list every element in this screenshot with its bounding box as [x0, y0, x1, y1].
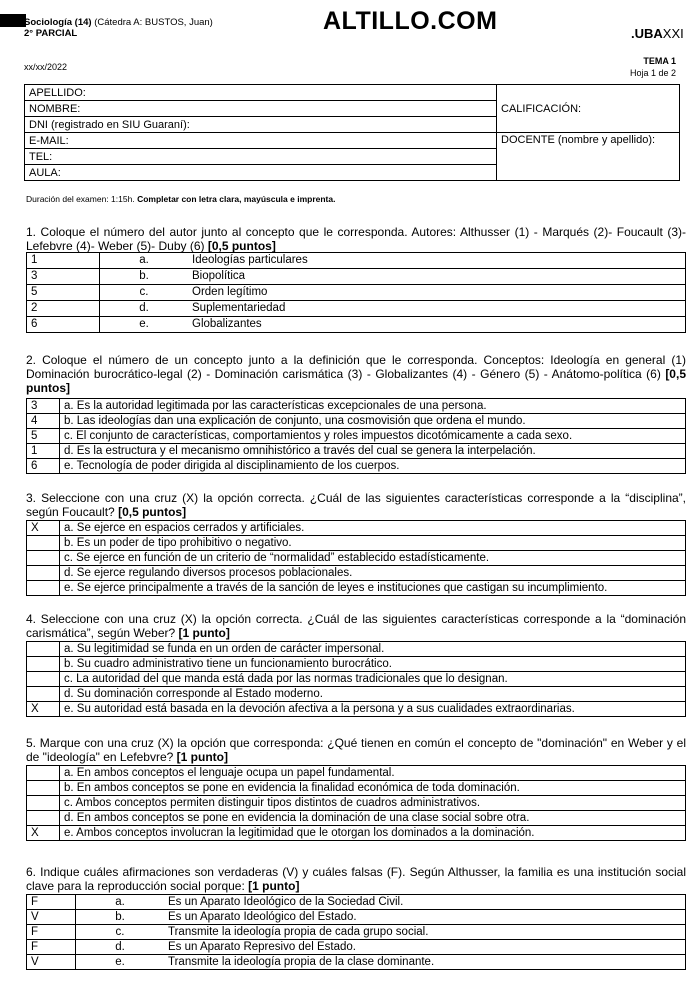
question-2-text: 2. Coloque el número de un concepto junto a la definición que le corresponda. Conceptos: Ideología en general (1) Dominación burocrático-legal (2) - Dominación carismática (3) - Globalizantes (4) - Género (5) - Anátomo-política (6): [26, 353, 686, 381]
table-row: [27, 910, 686, 925]
table-row: [27, 657, 686, 672]
answer-cell[interactable]: 1: [27, 444, 60, 459]
exam-type: 2° PARCIAL: [24, 28, 78, 39]
option-text: d. Es la estructura y el mecanismo omnihistórico a través del cual se genera la interpelación.: [60, 444, 686, 459]
table-row: [27, 811, 686, 826]
answer-cell[interactable]: [27, 796, 60, 811]
answer-cell[interactable]: 5: [27, 285, 100, 301]
aula-field[interactable]: AULA:: [25, 165, 497, 181]
tel-field[interactable]: TEL:: [25, 149, 497, 165]
table-row: [27, 551, 686, 566]
answer-cell[interactable]: F: [27, 895, 76, 910]
question-5-table: [26, 765, 686, 841]
answer-cell[interactable]: X: [27, 826, 60, 841]
table-row: [27, 317, 686, 333]
table-row: [27, 536, 686, 551]
table-row: [27, 925, 686, 940]
option-text: Globalizantes: [188, 317, 686, 333]
question-1-table: [26, 252, 686, 333]
option-text: a. En ambos conceptos el lenguaje ocupa un papel fundamental.: [60, 766, 686, 781]
option-letter: a.: [100, 253, 189, 269]
option-text: c. Se ejerce en función de un criterio de “normalidad” establecido estadísticamente.: [60, 551, 686, 566]
question-1: [26, 225, 686, 253]
option-text: b. En ambos conceptos se pone en evidencia la finalidad económica de toda dominación.: [60, 781, 686, 796]
exam-subject: [24, 17, 213, 39]
table-row: [27, 687, 686, 702]
question-2-points: [0,5 puntos]: [26, 367, 686, 395]
answer-cell[interactable]: 3: [27, 269, 100, 285]
answer-cell[interactable]: [27, 687, 60, 702]
table-row: [27, 269, 686, 285]
option-text: Es un Aparato Ideológico de la Sociedad Civil.: [164, 895, 686, 910]
student-id-form: [24, 84, 680, 181]
answer-cell[interactable]: [27, 781, 60, 796]
table-row: [27, 414, 686, 429]
exam-duration: [26, 194, 335, 204]
option-text: d. En ambos conceptos se pone en evidencia la dominación de una clase social sobre otra.: [60, 811, 686, 826]
question-3: [26, 491, 686, 519]
table-row: [27, 429, 686, 444]
calificacion-field[interactable]: CALIFICACIÓN:: [497, 85, 680, 133]
option-text: Ideologías particulares: [188, 253, 686, 269]
uba-logo-light: XXI: [662, 26, 684, 41]
answer-cell[interactable]: 6: [27, 459, 60, 474]
question-2: [26, 353, 686, 395]
page-indicator: Hoja 1 de 2: [629, 68, 676, 78]
answer-cell[interactable]: F: [27, 940, 76, 955]
option-text: d. Su dominación corresponde al Estado moderno.: [60, 687, 686, 702]
answer-cell[interactable]: [27, 672, 60, 687]
answer-cell[interactable]: V: [27, 955, 76, 970]
question-3-table: [26, 520, 686, 596]
answer-cell[interactable]: [27, 581, 60, 596]
question-3-text: 3. Seleccione con una cruz (X) la opción correcta. ¿Cuál de las siguientes características corresponde a la “disciplina”, según Foucault?: [26, 491, 686, 519]
table-row: [27, 826, 686, 841]
option-text: Es un Aparato Represivo del Estado.: [164, 940, 686, 955]
answer-cell[interactable]: V: [27, 910, 76, 925]
answer-cell[interactable]: [27, 657, 60, 672]
answer-cell[interactable]: [27, 566, 60, 581]
answer-cell[interactable]: 1: [27, 253, 100, 269]
option-letter: e.: [100, 317, 189, 333]
table-row: [27, 521, 686, 536]
question-4-points: [1 punto]: [178, 626, 230, 640]
question-6: [26, 865, 686, 893]
answer-cell[interactable]: 6: [27, 317, 100, 333]
apellido-field[interactable]: APELLIDO:: [25, 85, 497, 101]
dni-field[interactable]: DNI (registrado en SIU Guaraní):: [25, 117, 497, 133]
duration-label: Duración del examen: 1:15h.: [26, 194, 135, 204]
question-6-table: [26, 894, 686, 970]
exam-date: xx/xx/2022: [24, 62, 68, 72]
option-letter: c.: [100, 285, 189, 301]
answer-cell[interactable]: [27, 642, 60, 657]
table-row: [27, 796, 686, 811]
option-letter: d.: [76, 940, 165, 955]
table-row: [27, 285, 686, 301]
question-6-text: 6. Indique cuáles afirmaciones son verdaderas (V) y cuáles falsas (F). Según Althusser, la familia es una institución social clave para la reproducción social porque:: [26, 865, 686, 893]
answer-cell[interactable]: 3: [27, 399, 60, 414]
table-row: [27, 581, 686, 596]
site-watermark: ALTILLO.COM: [323, 7, 498, 35]
option-letter: a.: [76, 895, 165, 910]
option-letter: d.: [100, 301, 189, 317]
answer-cell[interactable]: 2: [27, 301, 100, 317]
table-row: [27, 301, 686, 317]
subject-name: Sociología (14): [24, 17, 92, 28]
option-letter: b.: [76, 910, 165, 925]
table-row: [27, 702, 686, 717]
question-1-text: 1. Coloque el número del autor junto al concepto que le corresponda. Autores: Althusser (1) - Marqués (2)- Foucault (3)- Lefebvre (4)- Weber (5)- Duby (6): [26, 225, 686, 253]
answer-cell[interactable]: X: [27, 702, 60, 717]
question-1-points: [0,5 puntos]: [207, 239, 276, 253]
option-text: b. Las ideologías dan una explicación de conjunto, una cosmovisión que ordena el mundo.: [60, 414, 686, 429]
answer-cell[interactable]: X: [27, 521, 60, 536]
chair-name: (Cátedra A: BUSTOS, Juan): [94, 17, 213, 28]
option-text: e. Tecnología de poder dirigida al disciplinamiento de los cuerpos.: [60, 459, 686, 474]
answer-cell[interactable]: F: [27, 925, 76, 940]
option-text: Suplementariedad: [188, 301, 686, 317]
answer-cell[interactable]: [27, 536, 60, 551]
option-letter: c.: [76, 925, 165, 940]
option-text: c. El conjunto de características, comportamientos y roles impuestos dicotómicamente a cada sexo.: [60, 429, 686, 444]
tema-label: TEMA 1: [643, 56, 676, 66]
table-row: [27, 399, 686, 414]
question-4-table: [26, 641, 686, 717]
question-5-points: [1 punto]: [176, 750, 228, 764]
option-text: Orden legítimo: [188, 285, 686, 301]
email-field[interactable]: E-MAIL:: [25, 133, 497, 149]
answer-cell[interactable]: 5: [27, 429, 60, 444]
option-text: d. Se ejerce regulando diversos procesos poblacionales.: [60, 566, 686, 581]
question-5: [26, 736, 686, 764]
table-row: [27, 940, 686, 955]
table-row: [27, 766, 686, 781]
docente-field[interactable]: DOCENTE (nombre y apellido):: [497, 133, 680, 181]
uba-logo: [631, 26, 684, 41]
option-text: Es un Aparato Ideológico del Estado.: [164, 910, 686, 925]
option-text: b. Su cuadro administrativo tiene un funcionamiento burocrático.: [60, 657, 686, 672]
option-text: c. La autoridad del que manda está dada por las normas tradicionales que lo designan.: [60, 672, 686, 687]
table-row: [27, 459, 686, 474]
question-4-text: 4. Seleccione con una cruz (X) la opción correcta. ¿Cuál de las siguientes características corresponde a la “dominación carismática”, según Weber?: [26, 612, 686, 640]
table-row: [27, 566, 686, 581]
option-text: a. Se ejerce en espacios cerrados y artificiales.: [60, 521, 686, 536]
table-row: [27, 642, 686, 657]
question-2-table: [26, 398, 686, 474]
option-text: c. Ambos conceptos permiten distinguir tipos distintos de cuadros administrativos.: [60, 796, 686, 811]
answer-cell[interactable]: 4: [27, 414, 60, 429]
question-4: [26, 612, 686, 640]
table-row: [27, 781, 686, 796]
option-text: a. Su legitimidad se funda en un orden de carácter impersonal.: [60, 642, 686, 657]
option-letter: b.: [100, 269, 189, 285]
table-row: [27, 955, 686, 970]
redaction-bar: [0, 14, 26, 27]
option-text: a. Es la autoridad legitimada por las características excepcionales de una persona.: [60, 399, 686, 414]
answer-cell[interactable]: [27, 551, 60, 566]
uba-logo-bold: .UBA: [631, 26, 663, 41]
table-row: [27, 672, 686, 687]
question-3-points: [0,5 puntos]: [118, 505, 187, 519]
duration-instruction: Completar con letra clara, mayúscula e imprenta.: [137, 194, 336, 204]
question-5-text: 5. Marque con una cruz (X) la opción que corresponda: ¿Qué tienen en común el concepto de "dominación" en Weber y el de "ideología" en Lefebvre?: [26, 736, 686, 764]
option-letter: e.: [76, 955, 165, 970]
tema-block: [630, 55, 676, 79]
option-text: Biopolítica: [188, 269, 686, 285]
question-6-points: [1 punto]: [248, 879, 300, 893]
nombre-field[interactable]: NOMBRE:: [25, 101, 497, 117]
option-text: Transmite la ideología propia de cada grupo social.: [164, 925, 686, 940]
option-text: Transmite la ideología propia de la clase dominante.: [164, 955, 686, 970]
answer-cell[interactable]: [27, 811, 60, 826]
option-text: b. Es un poder de tipo prohibitivo o negativo.: [60, 536, 686, 551]
option-text: e. Ambos conceptos involucran la legitimidad que le otorgan los dominados a la dominación.: [60, 826, 686, 841]
table-row: [27, 253, 686, 269]
table-row: [27, 444, 686, 459]
option-text: e. Se ejerce principalmente a través de la sanción de leyes e instituciones que castigan su incumplimiento.: [60, 581, 686, 596]
answer-cell[interactable]: [27, 766, 60, 781]
table-row: [27, 895, 686, 910]
option-text: e. Su autoridad está basada en la devoción afectiva a la persona y a sus cualidades extraordinarias.: [60, 702, 686, 717]
